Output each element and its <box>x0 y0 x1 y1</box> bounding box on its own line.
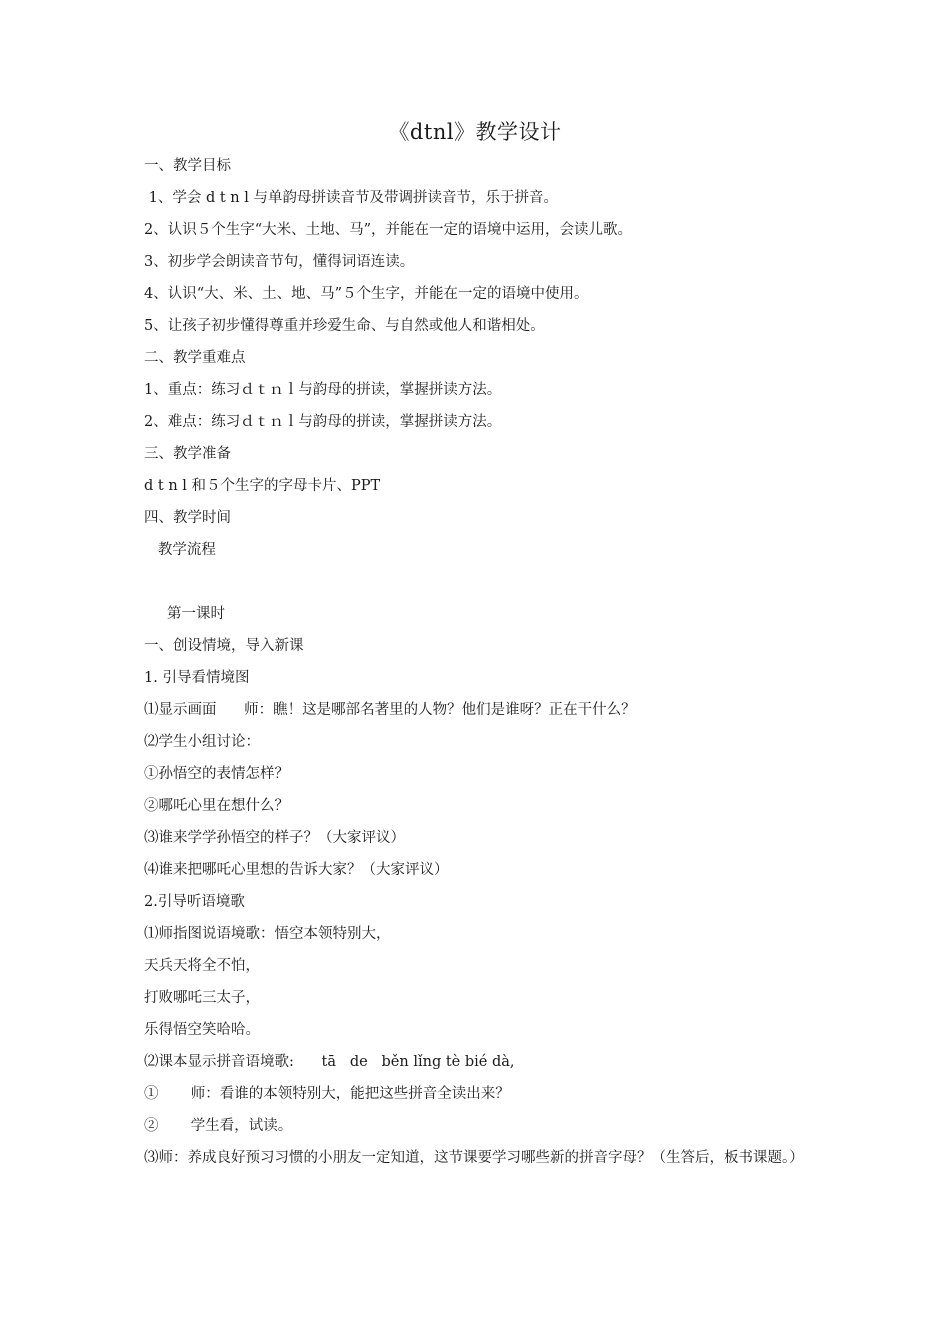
objective-item-3: 3、初步学会朗读音节句，懂得词语连读。 <box>144 254 415 270</box>
key-point-item-2: 2、难点：练习ｄｔｎｌ与韵母的拼读，掌握拼读方法。 <box>144 414 502 430</box>
step-item-tell: ⑷谁来把哪吒心里想的告诉大家？（大家评议） <box>144 862 449 878</box>
teacher-question-paragraph: ⑶师：养成良好预习习惯的小朋友一定知道，这节课要学习哪些新的拼音字母？（生答后，板书课题。） <box>144 1150 804 1166</box>
section-heading-time: 四、教学时间 <box>144 510 231 526</box>
teaching-flow-label: 教学流程 <box>144 542 216 558</box>
objective-item-5: 5、让孩子初步懂得尊重并珍爱生命、与自然或他人和谐相处。 <box>144 318 545 334</box>
objective-item-1: 1、学会 d t n l 与单韵母拼读音节及带调拼读音节，乐于拼音。 <box>144 190 558 206</box>
objective-item-2: 2、认识５个生字“大米、土地、马”，并能在一定的语境中运用，会读儿歌。 <box>144 222 633 238</box>
song-line-1: ⑴师指图说语境歌：悟空本领特别大， <box>144 926 391 942</box>
section-heading-key-points: 二、教学重难点 <box>144 350 246 366</box>
key-point-item-1: 1、重点：练习ｄｔｎｌ与韵母的拼读，掌握拼读方法。 <box>144 382 502 398</box>
document-title: 《dtnl》教学设计 <box>388 120 562 144</box>
song-line-4: 乐得悟空笑哈哈。 <box>144 1022 260 1038</box>
student-action: ② 学生看，试读。 <box>144 1118 293 1134</box>
song-line-3: 打败哪吒三太子， <box>144 990 260 1006</box>
song-line-2: 天兵天将全不怕， <box>144 958 260 974</box>
preparation-text: d t n l 和５个生字的字母卡片、PPT <box>144 478 381 494</box>
step-item-show-picture: ⑴显示画面 师：瞧！这是哪部名著里的人物？他们是谁呀？正在干什么？ <box>144 702 636 718</box>
teacher-prompt: ① 师：看谁的本领特别大，能把这些拼音全读出来？ <box>144 1086 510 1102</box>
section-heading-preparation: 三、教学准备 <box>144 446 231 462</box>
pinyin-song-line: ⑵课本显示拼音语境歌: tā de běn lǐng tè bié dà, <box>144 1054 515 1070</box>
discussion-question-2: ②哪吒心里在想什么？ <box>144 798 289 814</box>
step-item-guide-picture: 1. 引导看情境图 <box>144 670 250 686</box>
lesson-one-label: 第一课时 <box>144 606 226 622</box>
step-item-listen-song: 2.引导听语境歌 <box>144 894 245 910</box>
step-item-imitate: ⑶谁来学学孙悟空的样子？（大家评议） <box>144 830 405 846</box>
step-heading-intro: 一、创设情境，导入新课 <box>144 638 304 654</box>
section-heading-objectives: 一、教学目标 <box>144 158 231 174</box>
discussion-question-1: ①孙悟空的表情怎样？ <box>144 766 289 782</box>
objective-item-4: 4、认识“大、米、土、地、马”５个生字，并能在一定的语境中使用。 <box>144 286 589 302</box>
step-item-group-discussion: ⑵学生小组讨论： <box>144 734 260 750</box>
